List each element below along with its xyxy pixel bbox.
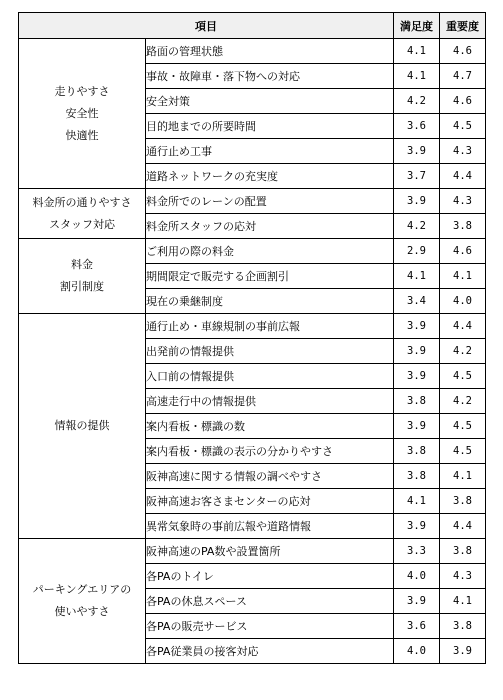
- importance-cell: 3.8: [440, 539, 486, 564]
- item-cell: 路面の管理状態: [146, 39, 394, 64]
- satisfaction-cell: 4.1: [394, 264, 440, 289]
- item-cell: 事故・故障車・落下物への対応: [146, 64, 394, 89]
- satisfaction-cell: 2.9: [394, 239, 440, 264]
- item-cell: 案内看板・標識の数: [146, 414, 394, 439]
- satisfaction-cell: 4.1: [394, 39, 440, 64]
- satisfaction-cell: 3.9: [394, 514, 440, 539]
- satisfaction-cell: 3.7: [394, 164, 440, 189]
- item-cell: 各PA従業員の接客対応: [146, 639, 394, 664]
- item-cell: 各PAの休息スペース: [146, 589, 394, 614]
- importance-cell: 4.3: [440, 564, 486, 589]
- importance-cell: 4.0: [440, 289, 486, 314]
- item-cell: 道路ネットワークの充実度: [146, 164, 394, 189]
- satisfaction-cell: 4.0: [394, 639, 440, 664]
- header-importance: 重要度: [440, 13, 486, 39]
- importance-cell: 4.3: [440, 189, 486, 214]
- importance-cell: 4.2: [440, 339, 486, 364]
- importance-cell: 4.5: [440, 364, 486, 389]
- importance-cell: 3.8: [440, 489, 486, 514]
- category-label: 情報の提供: [54, 419, 110, 432]
- category-cell: [19, 189, 146, 239]
- satisfaction-cell: 3.8: [394, 389, 440, 414]
- satisfaction-cell: 4.1: [394, 64, 440, 89]
- satisfaction-cell: 3.9: [394, 314, 440, 339]
- item-cell: 出発前の情報提供: [146, 339, 394, 364]
- satisfaction-cell: 4.2: [394, 89, 440, 114]
- table-body: [19, 39, 486, 664]
- satisfaction-cell: 4.0: [394, 564, 440, 589]
- satisfaction-cell: 3.8: [394, 464, 440, 489]
- table-row: [19, 314, 486, 339]
- importance-cell: 4.4: [440, 164, 486, 189]
- importance-cell: 4.7: [440, 64, 486, 89]
- item-cell: 通行止め・車線規制の事前広報: [146, 314, 394, 339]
- importance-cell: 4.2: [440, 389, 486, 414]
- category-label: 料金所の通りやすさ: [32, 195, 132, 209]
- category-label: パーキングエリアの: [32, 583, 132, 596]
- satisfaction-cell: 4.2: [394, 214, 440, 239]
- item-cell: 阪神高速に関する情報の調べやすさ: [146, 464, 394, 489]
- importance-cell: 4.4: [440, 514, 486, 539]
- item-cell: 高速走行中の情報提供: [146, 389, 394, 414]
- satisfaction-cell: 3.9: [394, 589, 440, 614]
- item-cell: 案内看板・標識の表示の分かりやすさ: [146, 439, 394, 464]
- importance-cell: 4.5: [440, 114, 486, 139]
- item-cell: 料金所スタッフの応対: [146, 214, 394, 239]
- satisfaction-cell: 3.9: [394, 364, 440, 389]
- table-row: [19, 239, 486, 264]
- item-cell: 現在の乗継制度: [146, 289, 394, 314]
- item-cell: 安全対策: [146, 89, 394, 114]
- satisfaction-cell: 3.9: [394, 139, 440, 164]
- importance-cell: 4.6: [440, 89, 486, 114]
- item-cell: 各PAのトイレ: [146, 564, 394, 589]
- satisfaction-cell: 3.9: [394, 414, 440, 439]
- importance-cell: 4.4: [440, 314, 486, 339]
- item-cell: ご利用の際の料金: [146, 239, 394, 264]
- item-cell: 各PAの販売サービス: [146, 614, 394, 639]
- item-cell: 阪神高速のPA数や設置箇所: [146, 539, 394, 564]
- table-row: [19, 189, 486, 214]
- importance-cell: 4.6: [440, 39, 486, 64]
- item-cell: 料金所でのレーンの配置: [146, 189, 394, 214]
- item-cell: 期間限定で販売する企画割引: [146, 264, 394, 289]
- category-cell: [19, 39, 146, 189]
- category-label: 割引制度: [60, 280, 104, 293]
- category-label: 使いやすさ: [54, 605, 110, 618]
- table-row: [19, 39, 486, 64]
- satisfaction-cell: 4.1: [394, 489, 440, 514]
- category-label: スタッフ対応: [49, 217, 115, 231]
- item-cell: 入口前の情報提供: [146, 364, 394, 389]
- category-cell: [19, 314, 146, 539]
- importance-cell: 4.1: [440, 464, 486, 489]
- item-cell: 目的地までの所要時間: [146, 114, 394, 139]
- importance-cell: 4.5: [440, 439, 486, 464]
- importance-cell: 3.9: [440, 639, 486, 664]
- importance-cell: 4.1: [440, 264, 486, 289]
- satisfaction-cell: 3.6: [394, 114, 440, 139]
- satisfaction-cell: 3.9: [394, 339, 440, 364]
- item-cell: 通行止め工事: [146, 139, 394, 164]
- table-row: [19, 539, 486, 564]
- satisfaction-cell: 3.8: [394, 439, 440, 464]
- item-cell: 阪神高速お客さまセンターの応対: [146, 489, 394, 514]
- satisfaction-cell: 3.4: [394, 289, 440, 314]
- header-satisfaction: 満足度: [394, 13, 440, 39]
- category-cell: [19, 239, 146, 314]
- category-cell: [19, 539, 146, 664]
- header-row: [19, 13, 486, 39]
- satisfaction-cell: 3.3: [394, 539, 440, 564]
- category-label: 快適性: [65, 128, 99, 142]
- item-cell: 異常気象時の事前広報や道路情報: [146, 514, 394, 539]
- category-label: 料金: [71, 258, 93, 271]
- satisfaction-importance-table: [18, 12, 486, 664]
- importance-cell: 3.8: [440, 614, 486, 639]
- importance-cell: 4.6: [440, 239, 486, 264]
- category-label: 走りやすさ: [54, 84, 110, 98]
- header-item: 項目: [19, 13, 394, 39]
- importance-cell: 4.1: [440, 589, 486, 614]
- importance-cell: 4.3: [440, 139, 486, 164]
- importance-cell: 4.5: [440, 414, 486, 439]
- satisfaction-cell: 3.6: [394, 614, 440, 639]
- category-label: 安全性: [65, 106, 99, 120]
- importance-cell: 3.8: [440, 214, 486, 239]
- satisfaction-cell: 3.9: [394, 189, 440, 214]
